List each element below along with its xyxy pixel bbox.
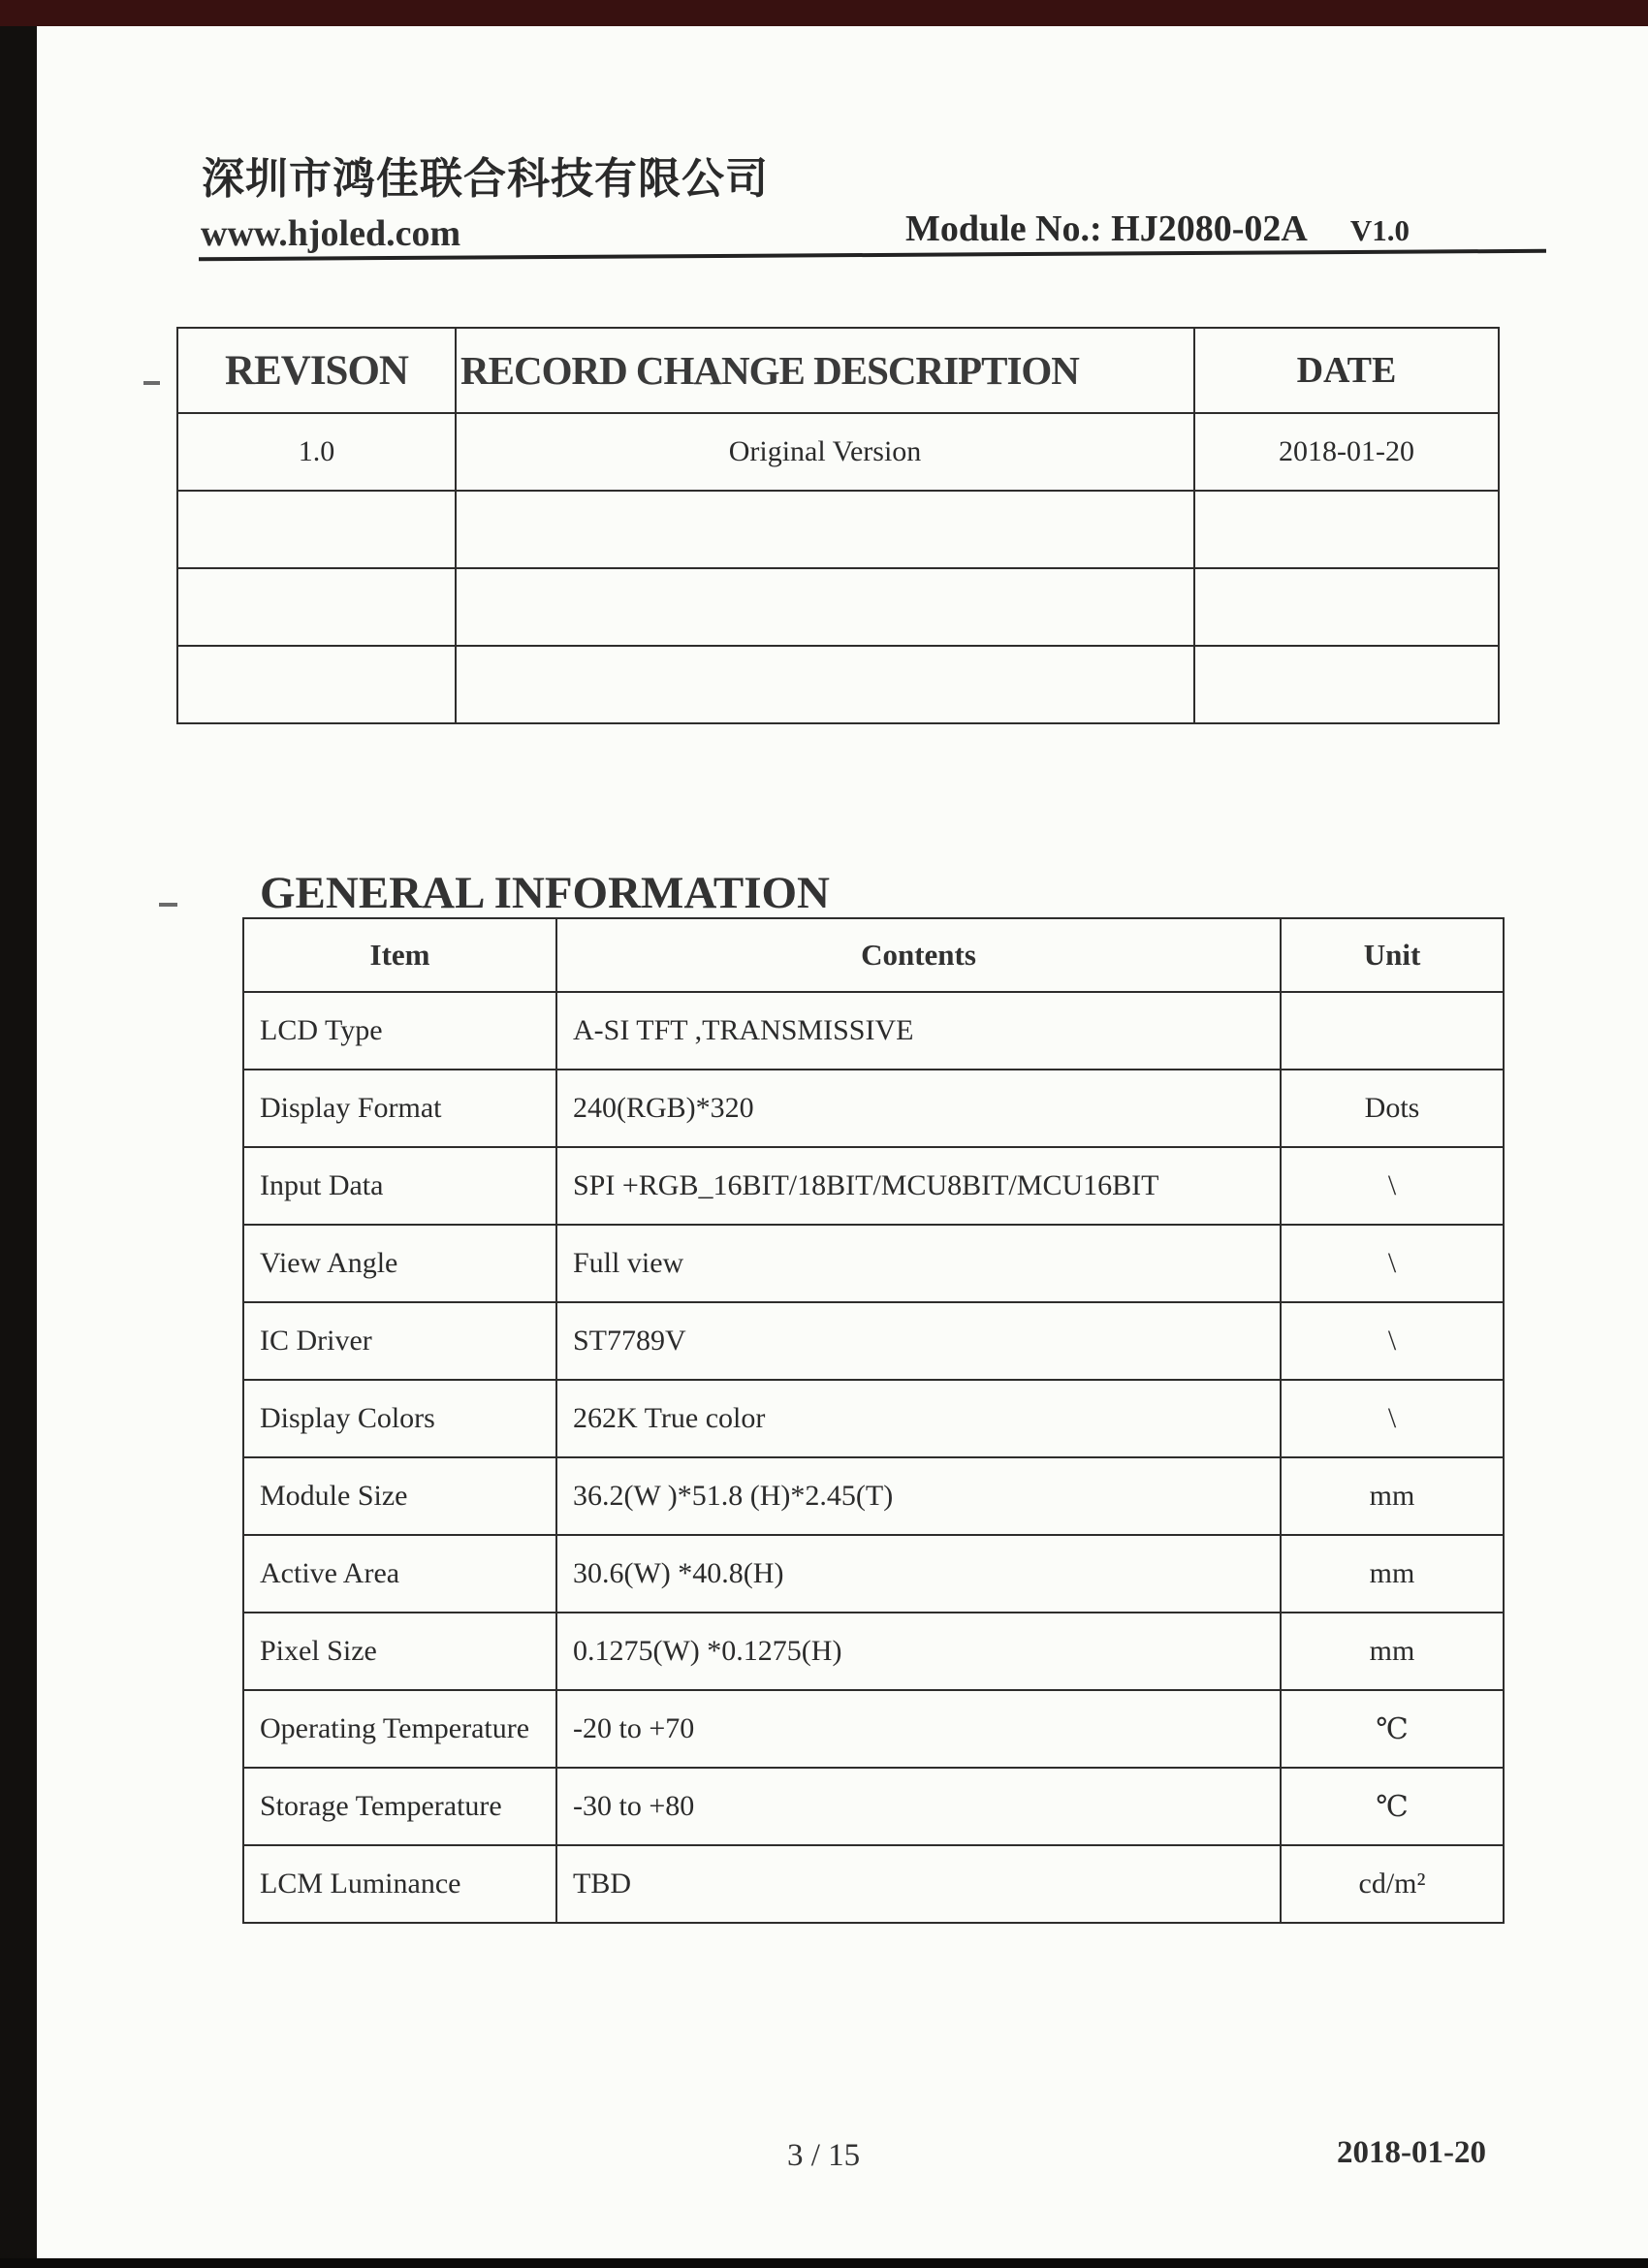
info-row-display-format bbox=[243, 1070, 1504, 1147]
unit-cell: \ bbox=[1281, 1302, 1504, 1380]
info-row-lcd-type bbox=[243, 992, 1504, 1070]
scan-edge-left bbox=[0, 0, 37, 2268]
unit-cell: \ bbox=[1281, 1147, 1504, 1225]
contents-cell: 262K True color bbox=[556, 1380, 1281, 1457]
contents-cell: 240(RGB)*320 bbox=[556, 1070, 1281, 1147]
revision-table-header-row bbox=[177, 328, 1499, 413]
unit-cell: \ bbox=[1281, 1225, 1504, 1302]
company-name: 深圳市鸿佳联合科技有限公司 bbox=[202, 155, 769, 203]
item-cell: Module Size bbox=[243, 1457, 556, 1535]
revision-version-cell: 1.0 bbox=[177, 413, 456, 491]
scan-edge-bottom bbox=[0, 2258, 1648, 2268]
item-cell: View Angle bbox=[243, 1225, 556, 1302]
footer-date: 2018-01-20 bbox=[1337, 2135, 1486, 2170]
contents-cell: -20 to +70 bbox=[556, 1690, 1281, 1768]
info-row-lcm-luminance bbox=[243, 1845, 1504, 1923]
revision-version-cell bbox=[177, 568, 456, 646]
revision-row-4 bbox=[177, 646, 1499, 723]
page-number: 3 / 15 bbox=[787, 2138, 861, 2173]
revision-date-cell: 2018-01-20 bbox=[1194, 413, 1499, 491]
info-row-display-colors bbox=[243, 1380, 1504, 1457]
item-cell: LCD Type bbox=[243, 992, 556, 1070]
section-title: GENERAL INFORMATION bbox=[260, 868, 830, 918]
scan-edge-top bbox=[0, 0, 1648, 26]
contents-cell: 36.2(W )*51.8 (H)*2.45(T) bbox=[556, 1457, 1281, 1535]
item-cell: Operating Temperature bbox=[243, 1690, 556, 1768]
contents-cell: A-SI TFT ,TRANSMISSIVE bbox=[556, 992, 1281, 1070]
revision-col-header: REVISON bbox=[177, 328, 456, 413]
unit-cell: \ bbox=[1281, 1380, 1504, 1457]
revision-description-cell bbox=[456, 568, 1194, 646]
item-cell: Input Data bbox=[243, 1147, 556, 1225]
info-row-active-area bbox=[243, 1535, 1504, 1613]
unit-cell: mm bbox=[1281, 1613, 1504, 1690]
unit-cell bbox=[1281, 992, 1504, 1070]
item-cell: Display Colors bbox=[243, 1380, 556, 1457]
info-row-ic-driver bbox=[243, 1302, 1504, 1380]
revision-version-cell bbox=[177, 646, 456, 723]
contents-cell: Full view bbox=[556, 1225, 1281, 1302]
contents-cell: 30.6(W) *40.8(H) bbox=[556, 1535, 1281, 1613]
revision-row-1 bbox=[177, 413, 1499, 491]
unit-cell: mm bbox=[1281, 1457, 1504, 1535]
general-information-table bbox=[242, 917, 1505, 1924]
info-row-pixel-size bbox=[243, 1613, 1504, 1690]
revision-date-cell bbox=[1194, 491, 1499, 568]
info-row-input-data bbox=[243, 1147, 1504, 1225]
revision-description-cell bbox=[456, 491, 1194, 568]
unit-cell: mm bbox=[1281, 1535, 1504, 1613]
info-row-view-angle bbox=[243, 1225, 1504, 1302]
item-cell: Pixel Size bbox=[243, 1613, 556, 1690]
contents-cell: TBD bbox=[556, 1845, 1281, 1923]
module-number-line bbox=[905, 208, 1410, 250]
contents-cell: -30 to +80 bbox=[556, 1768, 1281, 1845]
revision-date-cell bbox=[1194, 568, 1499, 646]
revision-date-cell bbox=[1194, 646, 1499, 723]
info-row-storage-temperature bbox=[243, 1768, 1504, 1845]
item-cell: Display Format bbox=[243, 1070, 556, 1147]
info-row-operating-temperature bbox=[243, 1690, 1504, 1768]
contents-cell: 0.1275(W) *0.1275(H) bbox=[556, 1613, 1281, 1690]
unit-cell: cd/m² bbox=[1281, 1845, 1504, 1923]
item-cell: Active Area bbox=[243, 1535, 556, 1613]
contents-cell: ST7789V bbox=[556, 1302, 1281, 1380]
contents-cell: SPI +RGB_16BIT/18BIT/MCU8BIT/MCU16BIT bbox=[556, 1147, 1281, 1225]
info-row-module-size bbox=[243, 1457, 1504, 1535]
revision-description-cell: Original Version bbox=[456, 413, 1194, 491]
company-website: www.hjoled.com bbox=[201, 213, 461, 254]
unit-col-header: Unit bbox=[1281, 918, 1504, 992]
item-cell: LCM Luminance bbox=[243, 1845, 556, 1923]
revision-description-cell bbox=[456, 646, 1194, 723]
revision-row-3 bbox=[177, 568, 1499, 646]
date-col-header: DATE bbox=[1194, 328, 1499, 413]
item-cell: Storage Temperature bbox=[243, 1768, 556, 1845]
margin-dash-mark bbox=[159, 903, 177, 907]
module-number: Module No.: HJ2080-02A bbox=[905, 208, 1308, 249]
revision-row-2 bbox=[177, 491, 1499, 568]
unit-cell: ℃ bbox=[1281, 1768, 1504, 1845]
module-version: V1.0 bbox=[1349, 213, 1410, 247]
margin-dash-mark bbox=[143, 381, 160, 385]
unit-cell: ℃ bbox=[1281, 1690, 1504, 1768]
info-table-header-row bbox=[243, 918, 1504, 992]
item-cell: IC Driver bbox=[243, 1302, 556, 1380]
unit-cell: Dots bbox=[1281, 1070, 1504, 1147]
revision-record-table bbox=[176, 327, 1500, 724]
change-description-col-header: RECORD CHANGE DESCRIPTION bbox=[456, 328, 1194, 413]
item-col-header: Item bbox=[243, 918, 556, 992]
revision-version-cell bbox=[177, 491, 456, 568]
contents-col-header: Contents bbox=[556, 918, 1281, 992]
